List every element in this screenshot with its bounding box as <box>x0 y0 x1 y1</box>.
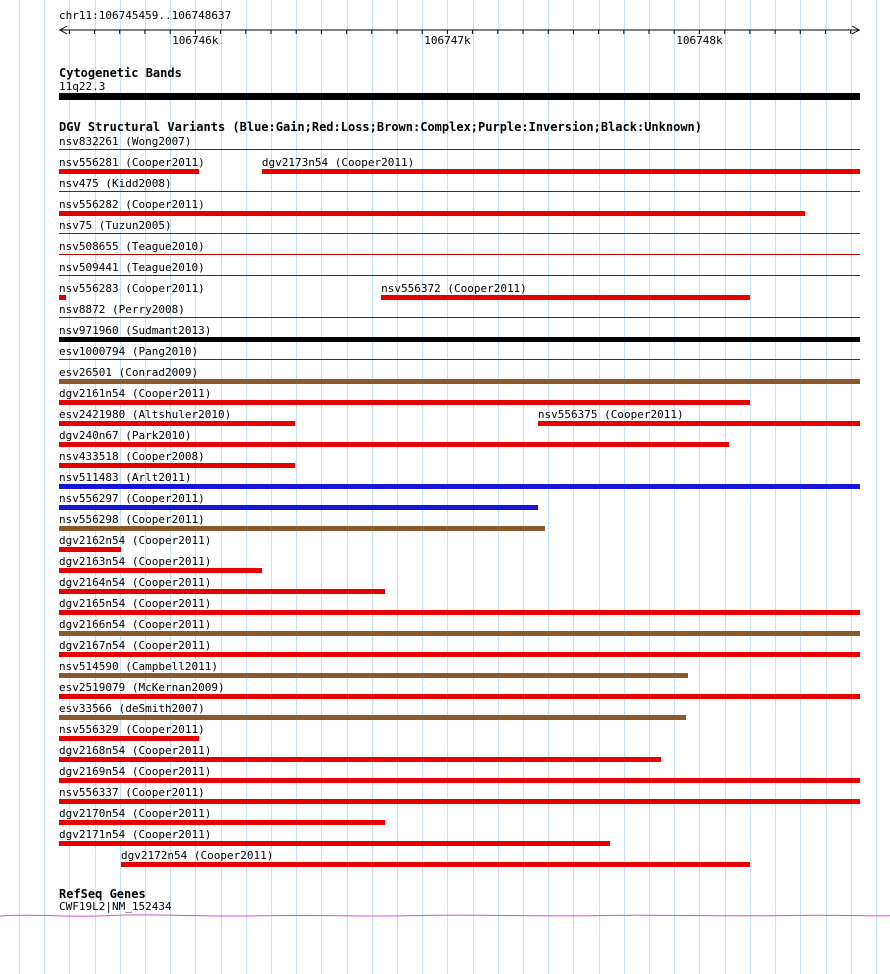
variant-bar[interactable] <box>59 631 860 636</box>
variant-bar[interactable] <box>59 421 295 426</box>
variant-label[interactable]: dgv2166n54 (Cooper2011) <box>59 618 212 631</box>
variant-bar[interactable] <box>59 673 688 678</box>
variant-bar[interactable] <box>59 694 860 699</box>
variant-label[interactable]: nsv509441 (Teague2010) <box>59 261 205 274</box>
cytobands-section-title: Cytogenetic Bands <box>59 66 182 80</box>
variant-label[interactable]: nsv556329 (Cooper2011) <box>59 723 205 736</box>
variant-bar[interactable] <box>59 547 121 552</box>
cytoband-label: 11q22.3 <box>59 80 106 93</box>
variant-bar[interactable] <box>59 442 729 447</box>
variant-label[interactable]: nsv832261 (Wong2007) <box>59 135 192 148</box>
variant-bar[interactable] <box>262 169 860 174</box>
variant-label[interactable]: dgv2165n54 (Cooper2011) <box>59 597 212 610</box>
variant-bar[interactable] <box>59 400 750 405</box>
variant-bar[interactable] <box>59 191 860 192</box>
variant-label[interactable]: esv1000794 (Pang2010) <box>59 345 199 358</box>
axis-tick-label: 106747k <box>424 34 471 47</box>
variant-label[interactable]: nsv556281 (Cooper2011) <box>59 156 205 169</box>
variant-bar[interactable] <box>59 275 860 276</box>
region-title: chr11:106745459..106748637 <box>59 9 232 22</box>
dgv-section-title: DGV Structural Variants (Blue:Gain;Red:Loss;Brown:Complex;Purple:Inversion;Black:Unknown) <box>59 120 702 134</box>
variant-label[interactable]: dgv240n67 (Park2010) <box>59 429 192 442</box>
variant-label[interactable]: dgv2161n54 (Cooper2011) <box>59 387 212 400</box>
variant-label[interactable]: dgv2169n54 (Cooper2011) <box>59 765 212 778</box>
refseq-section-title: RefSeq Genes <box>59 887 146 901</box>
variant-label[interactable]: dgv2164n54 (Cooper2011) <box>59 576 212 589</box>
variant-label[interactable]: dgv2172n54 (Cooper2011) <box>121 849 274 862</box>
variant-label[interactable]: nsv556375 (Cooper2011) <box>537 408 684 421</box>
grid-line <box>19 0 20 974</box>
variant-bar[interactable] <box>59 254 860 255</box>
variant-bar[interactable] <box>59 337 860 342</box>
variant-bar[interactable] <box>59 379 860 384</box>
axis-tick-label: 106746k <box>172 34 219 47</box>
variant-label[interactable]: nsv433518 (Cooper2008) <box>59 450 205 463</box>
variant-label[interactable]: dgv2170n54 (Cooper2011) <box>59 807 212 820</box>
grid-line <box>44 0 45 974</box>
variant-bar[interactable] <box>59 169 199 174</box>
variant-label[interactable]: dgv2167n54 (Cooper2011) <box>59 639 212 652</box>
variant-label[interactable]: nsv556282 (Cooper2011) <box>59 198 205 211</box>
variant-label[interactable]: nsv514590 (Campbell2011) <box>59 660 218 673</box>
variant-bar[interactable] <box>59 778 860 783</box>
variant-bar[interactable] <box>59 359 860 360</box>
variant-label[interactable]: nsv475 (Kidd2008) <box>59 177 172 190</box>
variant-label[interactable]: esv33566 (deSmith2007) <box>59 702 205 715</box>
variant-label[interactable]: nsv556372 (Cooper2011) <box>381 282 527 295</box>
variant-bar[interactable] <box>59 463 295 468</box>
variant-label[interactable]: dgv2163n54 (Cooper2011) <box>59 555 212 568</box>
variant-bar[interactable] <box>59 149 860 150</box>
variant-bar[interactable] <box>381 295 750 300</box>
variant-label[interactable]: nsv556337 (Cooper2011) <box>59 786 205 799</box>
variant-label[interactable]: nsv508655 (Teague2010) <box>59 240 205 253</box>
variant-bar[interactable] <box>59 757 661 762</box>
variant-bar[interactable] <box>59 652 860 657</box>
variant-bar[interactable] <box>59 484 860 489</box>
variant-label[interactable]: nsv511483 (Arlt2011) <box>59 471 192 484</box>
variant-bar[interactable] <box>59 233 860 234</box>
variant-bar[interactable] <box>59 526 545 531</box>
variant-bar[interactable] <box>59 505 538 510</box>
variant-label[interactable]: nsv556297 (Cooper2011) <box>59 492 205 505</box>
variant-label[interactable]: dgv2168n54 (Cooper2011) <box>59 744 212 757</box>
variant-bar[interactable] <box>59 799 860 804</box>
axis-tick-label: 106748k <box>676 34 723 47</box>
variant-label[interactable]: nsv75 (Tuzun2005) <box>59 219 172 232</box>
variant-bar[interactable] <box>59 295 66 300</box>
variant-bar[interactable] <box>59 317 860 318</box>
variant-label[interactable]: dgv2171n54 (Cooper2011) <box>59 828 212 841</box>
variant-label[interactable]: dgv2162n54 (Cooper2011) <box>59 534 212 547</box>
variant-label[interactable]: nsv556298 (Cooper2011) <box>59 513 205 526</box>
variant-label[interactable]: esv2519079 (McKernan2009) <box>59 681 225 694</box>
variant-label[interactable]: esv26501 (Conrad2009) <box>59 366 199 379</box>
variant-bar[interactable] <box>538 421 860 426</box>
variant-label[interactable]: nsv556283 (Cooper2011) <box>59 282 205 295</box>
variant-label[interactable]: dgv2173n54 (Cooper2011) <box>261 156 415 169</box>
variant-bar[interactable] <box>59 589 385 594</box>
variant-bar[interactable] <box>121 862 750 867</box>
variant-label[interactable]: esv2421980 (Altshuler2010) <box>59 408 232 421</box>
refseq-gene-line[interactable] <box>0 910 890 924</box>
variant-bar[interactable] <box>59 820 385 825</box>
variant-bar[interactable] <box>59 610 860 615</box>
grid-line <box>876 0 877 974</box>
refseq-gene-label: CWF19L2|NM_152434 <box>59 900 172 913</box>
variant-bar[interactable] <box>59 736 199 741</box>
variant-label[interactable]: nsv8872 (Perry2008) <box>59 303 185 316</box>
variant-label[interactable]: nsv971960 (Sudmant2013) <box>59 324 212 337</box>
variant-bar[interactable] <box>59 211 805 216</box>
variant-bar[interactable] <box>59 841 610 846</box>
variant-bar[interactable] <box>59 715 686 720</box>
variant-bar[interactable] <box>59 568 262 573</box>
cytoband-bar[interactable] <box>59 93 860 100</box>
